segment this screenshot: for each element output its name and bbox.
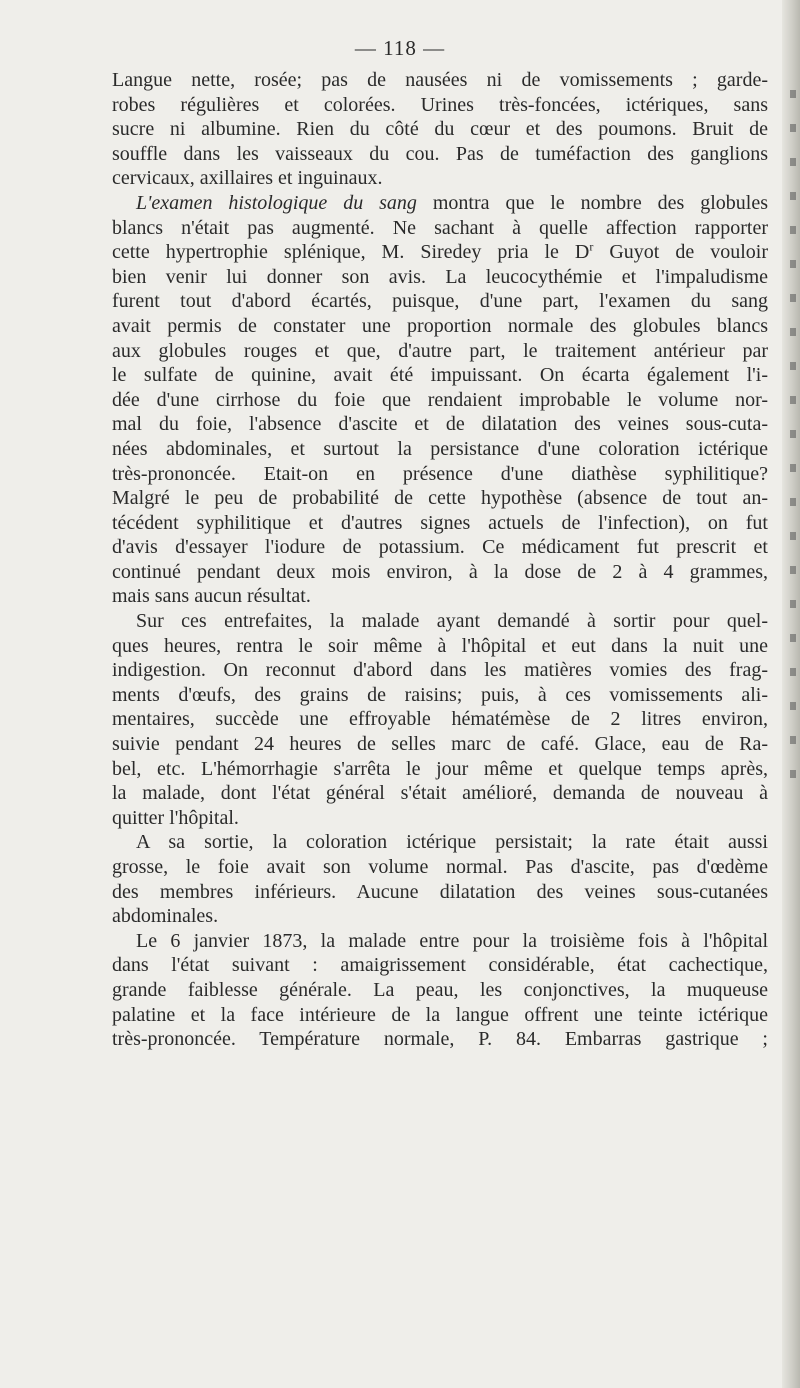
line: robes régulières et colorées. Urines très-foncées, ictériques, sans — [112, 93, 768, 116]
line: quitter l'hôpital. — [112, 806, 239, 829]
line: mais sans aucun résultat. — [112, 585, 311, 608]
line: abdominales. — [112, 905, 219, 928]
page-edge-marks — [790, 90, 796, 790]
line-with-sup — [112, 240, 768, 265]
page-edge — [782, 0, 800, 1388]
line: furent tout d'abord écartés, puisque, d'une part, l'examen du sang — [112, 290, 768, 313]
line: dans l'état suivant : amaigrissement considérable, état cachectique, — [112, 954, 768, 977]
line: aux globules rouges et que, d'autre part, le traitement antérieur par — [112, 339, 768, 362]
line: ques heures, rentra le soir même à l'hôpital et eut dans la nuit une — [112, 634, 768, 657]
line: avait permis de constater une proportion normale des globules blancs — [112, 314, 768, 337]
line: bel, etc. L'hémorrhagie s'arrêta le jour même et quelque temps après, — [112, 757, 768, 780]
line: grande faiblesse générale. La peau, les conjonctives, la muqueuse — [112, 978, 768, 1001]
line: très-prononcée. Etait-on en présence d'une diathèse syphilitique? — [112, 462, 768, 485]
line: d'avis d'essayer l'iodure de potassium. Ce médicament fut prescrit et — [112, 536, 768, 559]
line: técédent syphilitique et d'autres signes actuels de l'infection), on fut — [112, 511, 768, 534]
line: dée d'une cirrhose du foie que rendaient improbable le volume nor- — [112, 388, 768, 411]
paragraph-2-first-line — [112, 191, 768, 216]
line: le sulfate de quinine, avait été impuissant. On écarta également l'i- — [112, 364, 768, 387]
line: continué pendant deux mois environ, à la dose de 2 à 4 grammes, — [112, 560, 768, 583]
line: blancs n'était pas augmenté. Ne sachant à quelle affection rapporter — [112, 216, 768, 239]
line: Langue nette, rosée; pas de nausées ni de vomissements ; garde- — [112, 69, 768, 91]
line: très-prononcée. Température normale, P. 84. Embarras gastrique ; — [112, 1028, 768, 1051]
line-text: cette hypertrophie splénique, M. Siredey pria le D — [112, 241, 590, 264]
line: indigestion. On reconnut d'abord dans les matières vomies des frag- — [112, 659, 768, 682]
line: la malade, dont l'état général s'était amélioré, demanda de nouveau à — [112, 782, 768, 805]
superscript: r — [589, 239, 594, 254]
line: palatine et la face intérieure de la langue offrent une teinte ictérique — [112, 1003, 768, 1026]
line: des membres inférieurs. Aucune dilatation des veines sous-cutanées — [112, 880, 768, 903]
line: grosse, le foie avait son volume normal. Pas d'ascite, pas d'œdème — [112, 856, 768, 878]
line: ments d'œufs, des grains de raisins; puis, à ces vomissements ali- — [112, 683, 768, 706]
line: sucre ni albumine. Rien du côté du cœur et des poumons. Bruit de — [112, 118, 768, 141]
line: A sa sortie, la coloration ictérique persistait; la rate était aussi — [136, 831, 768, 854]
line: Sur ces entrefaites, la malade ayant demandé à sortir pour quel- — [136, 610, 768, 633]
line: souffle dans les vaisseaux du cou. Pas de tuméfaction des ganglions — [112, 142, 768, 165]
line: mentaires, succède une effroyable hématémèse de 2 litres environ, — [112, 708, 768, 731]
line: cervicaux, axillaires et inguinaux. — [112, 167, 383, 190]
line-text-after: Guyot de vouloir — [593, 241, 768, 264]
body-text — [112, 68, 768, 1052]
line: suivie pendant 24 heures de selles marc de café. Glace, eau de Ra- — [112, 733, 768, 756]
page-number: — 118 — — [354, 36, 446, 60]
line-rest: montra que le nombre des globules — [416, 191, 768, 214]
italic-heading: L'examen histologique du sang — [136, 191, 417, 214]
line: Malgré le peu de probabilité de cette hypothèse (absence de tout an- — [112, 487, 768, 510]
line: mal du foie, l'absence d'ascite et de dilatation des veines sous-cuta- — [112, 413, 768, 436]
line: Le 6 janvier 1873, la malade entre pour la troisième fois à l'hôpital — [136, 929, 768, 952]
line: nées abdominales, et surtout la persistance d'une coloration ictérique — [112, 437, 768, 460]
line: bien venir lui donner son avis. La leucocythémie et l'impaludisme — [112, 265, 768, 288]
